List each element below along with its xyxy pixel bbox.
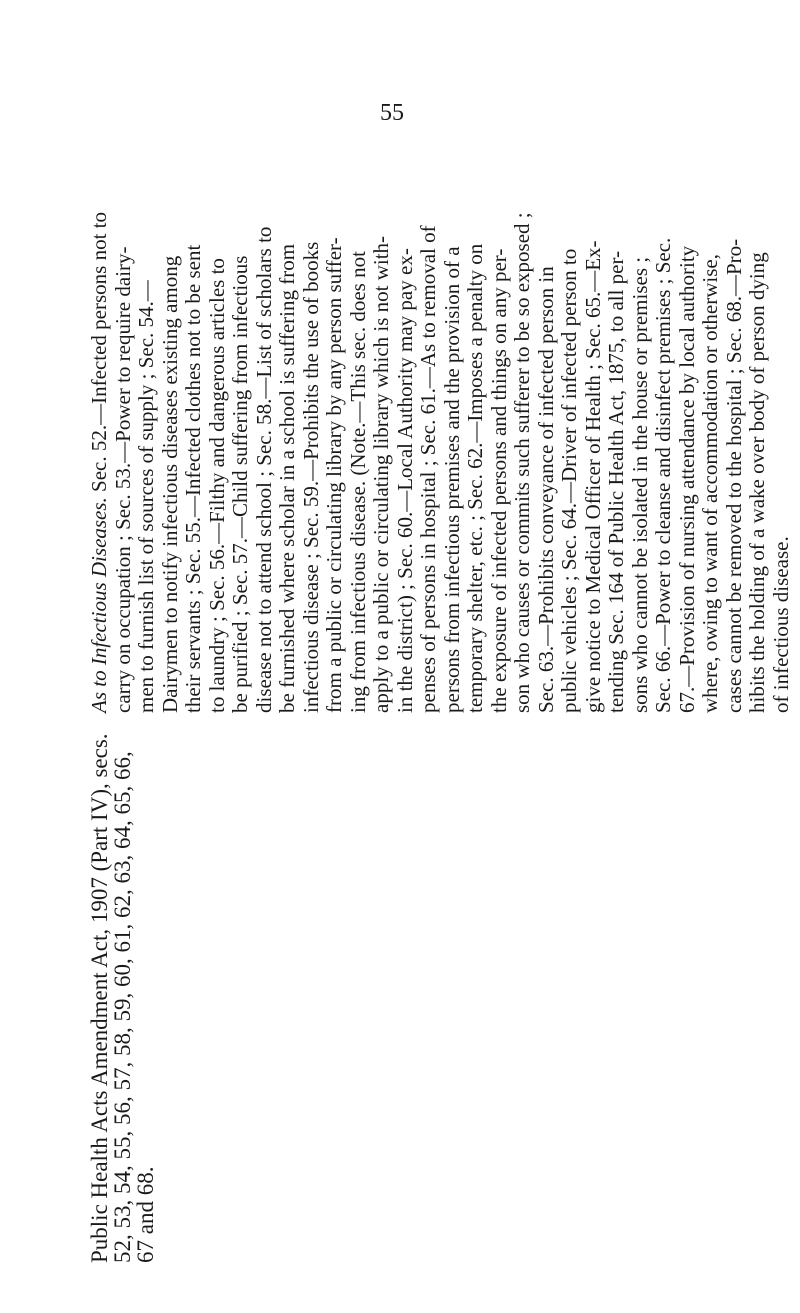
act-heading	[88, 703, 157, 1263]
summary-line: Sec. 52.—Infected persons not to	[87, 212, 111, 492]
page-number: 55	[380, 100, 404, 126]
summary-line: infectious disease ; Sec. 59.—Prohibits the use of books	[298, 241, 323, 713]
summary-line: men to furnish list of sources of supply ; Sec. 54.—	[134, 280, 158, 713]
summary-line: sons who cannot be isolated in the house or premises ;	[627, 256, 652, 713]
summary-line: tending Sec. 164 of Public Health Act, 1875, to all per-	[604, 250, 628, 713]
section-summary	[88, 13, 793, 713]
act-heading-line: 52, 53, 54, 55, 56, 57, 58, 59, 60, 61, 62, 63, 64, 65, 66,	[110, 751, 135, 1263]
summary-line: ing from infectious disease. (Note.—This sec. does not	[345, 251, 370, 713]
summary-line: of infectious disease.	[768, 536, 793, 713]
summary-line: Sec. 63.—Prohibits conveyance of infected person in	[533, 266, 558, 713]
act-heading-line: Public Health Acts Amendment Act, 1907 (Part IV), secs.	[87, 733, 112, 1263]
summary-line: the exposure of infected persons and things on any per-	[486, 248, 511, 713]
summary-line: hibits the holding of a wake over body of person dying	[745, 252, 769, 713]
summary-line: give notice to Medical Officer of Health ; Sec. 65.—Ex-	[580, 240, 605, 713]
act-heading-line: 67 and 68.	[133, 1166, 158, 1263]
summary-line: from a public or circulating library by any person suffer-	[322, 237, 346, 713]
summary-line: 67.—Provision of nursing attendance by local authority	[674, 245, 699, 713]
summary-line: apply to a public or circulating library which is not with-	[369, 235, 393, 713]
section-heading-italic: As to Infectious Diseases.	[87, 497, 111, 713]
summary-first-line	[88, 13, 112, 713]
summary-line: in the district) ; Sec. 60.—Local Authority may pay ex-	[392, 248, 417, 713]
summary-line: be furnished where scholar in a school is suffering from	[275, 243, 299, 713]
summary-line: penses of persons in hospital ; Sec. 61.—As to removal of	[416, 225, 440, 713]
summary-line: to laundry ; Sec. 56.—Filthy and dangerous articles to	[204, 258, 229, 713]
summary-line: cases cannot be removed to the hospital ; Sec. 68.—Pro-	[721, 238, 746, 713]
summary-line: their servants ; Sec. 55.—Infected clothes not to be sent	[181, 244, 205, 713]
summary-line: where, owing to want of accommodation or otherwise,	[698, 254, 722, 713]
summary-line: carry on occupation ; Sec. 53.—Power to require dairy-	[110, 246, 135, 713]
summary-line: public vehicles ; Sec. 64.—Driver of infected person to	[557, 248, 581, 713]
summary-line: disease not to attend school ; Sec. 58.—List of scholars to	[251, 226, 276, 713]
summary-line: be purified ; Sec. 57.—Child suffering from infectious	[228, 255, 252, 713]
summary-line: persons from infectious premises and the provision of a	[439, 246, 464, 713]
summary-line: temporary shelter, etc. ; Sec. 62.—Imposes a penalty on	[463, 243, 487, 713]
summary-line: Sec. 66.—Power to cleanse and disinfect premises ; Sec.	[651, 237, 675, 713]
summary-line: son who causes or commits such sufferer to be so exposed ;	[510, 212, 534, 713]
summary-line: Dairymen to notify infectious diseases existing among	[157, 255, 182, 713]
